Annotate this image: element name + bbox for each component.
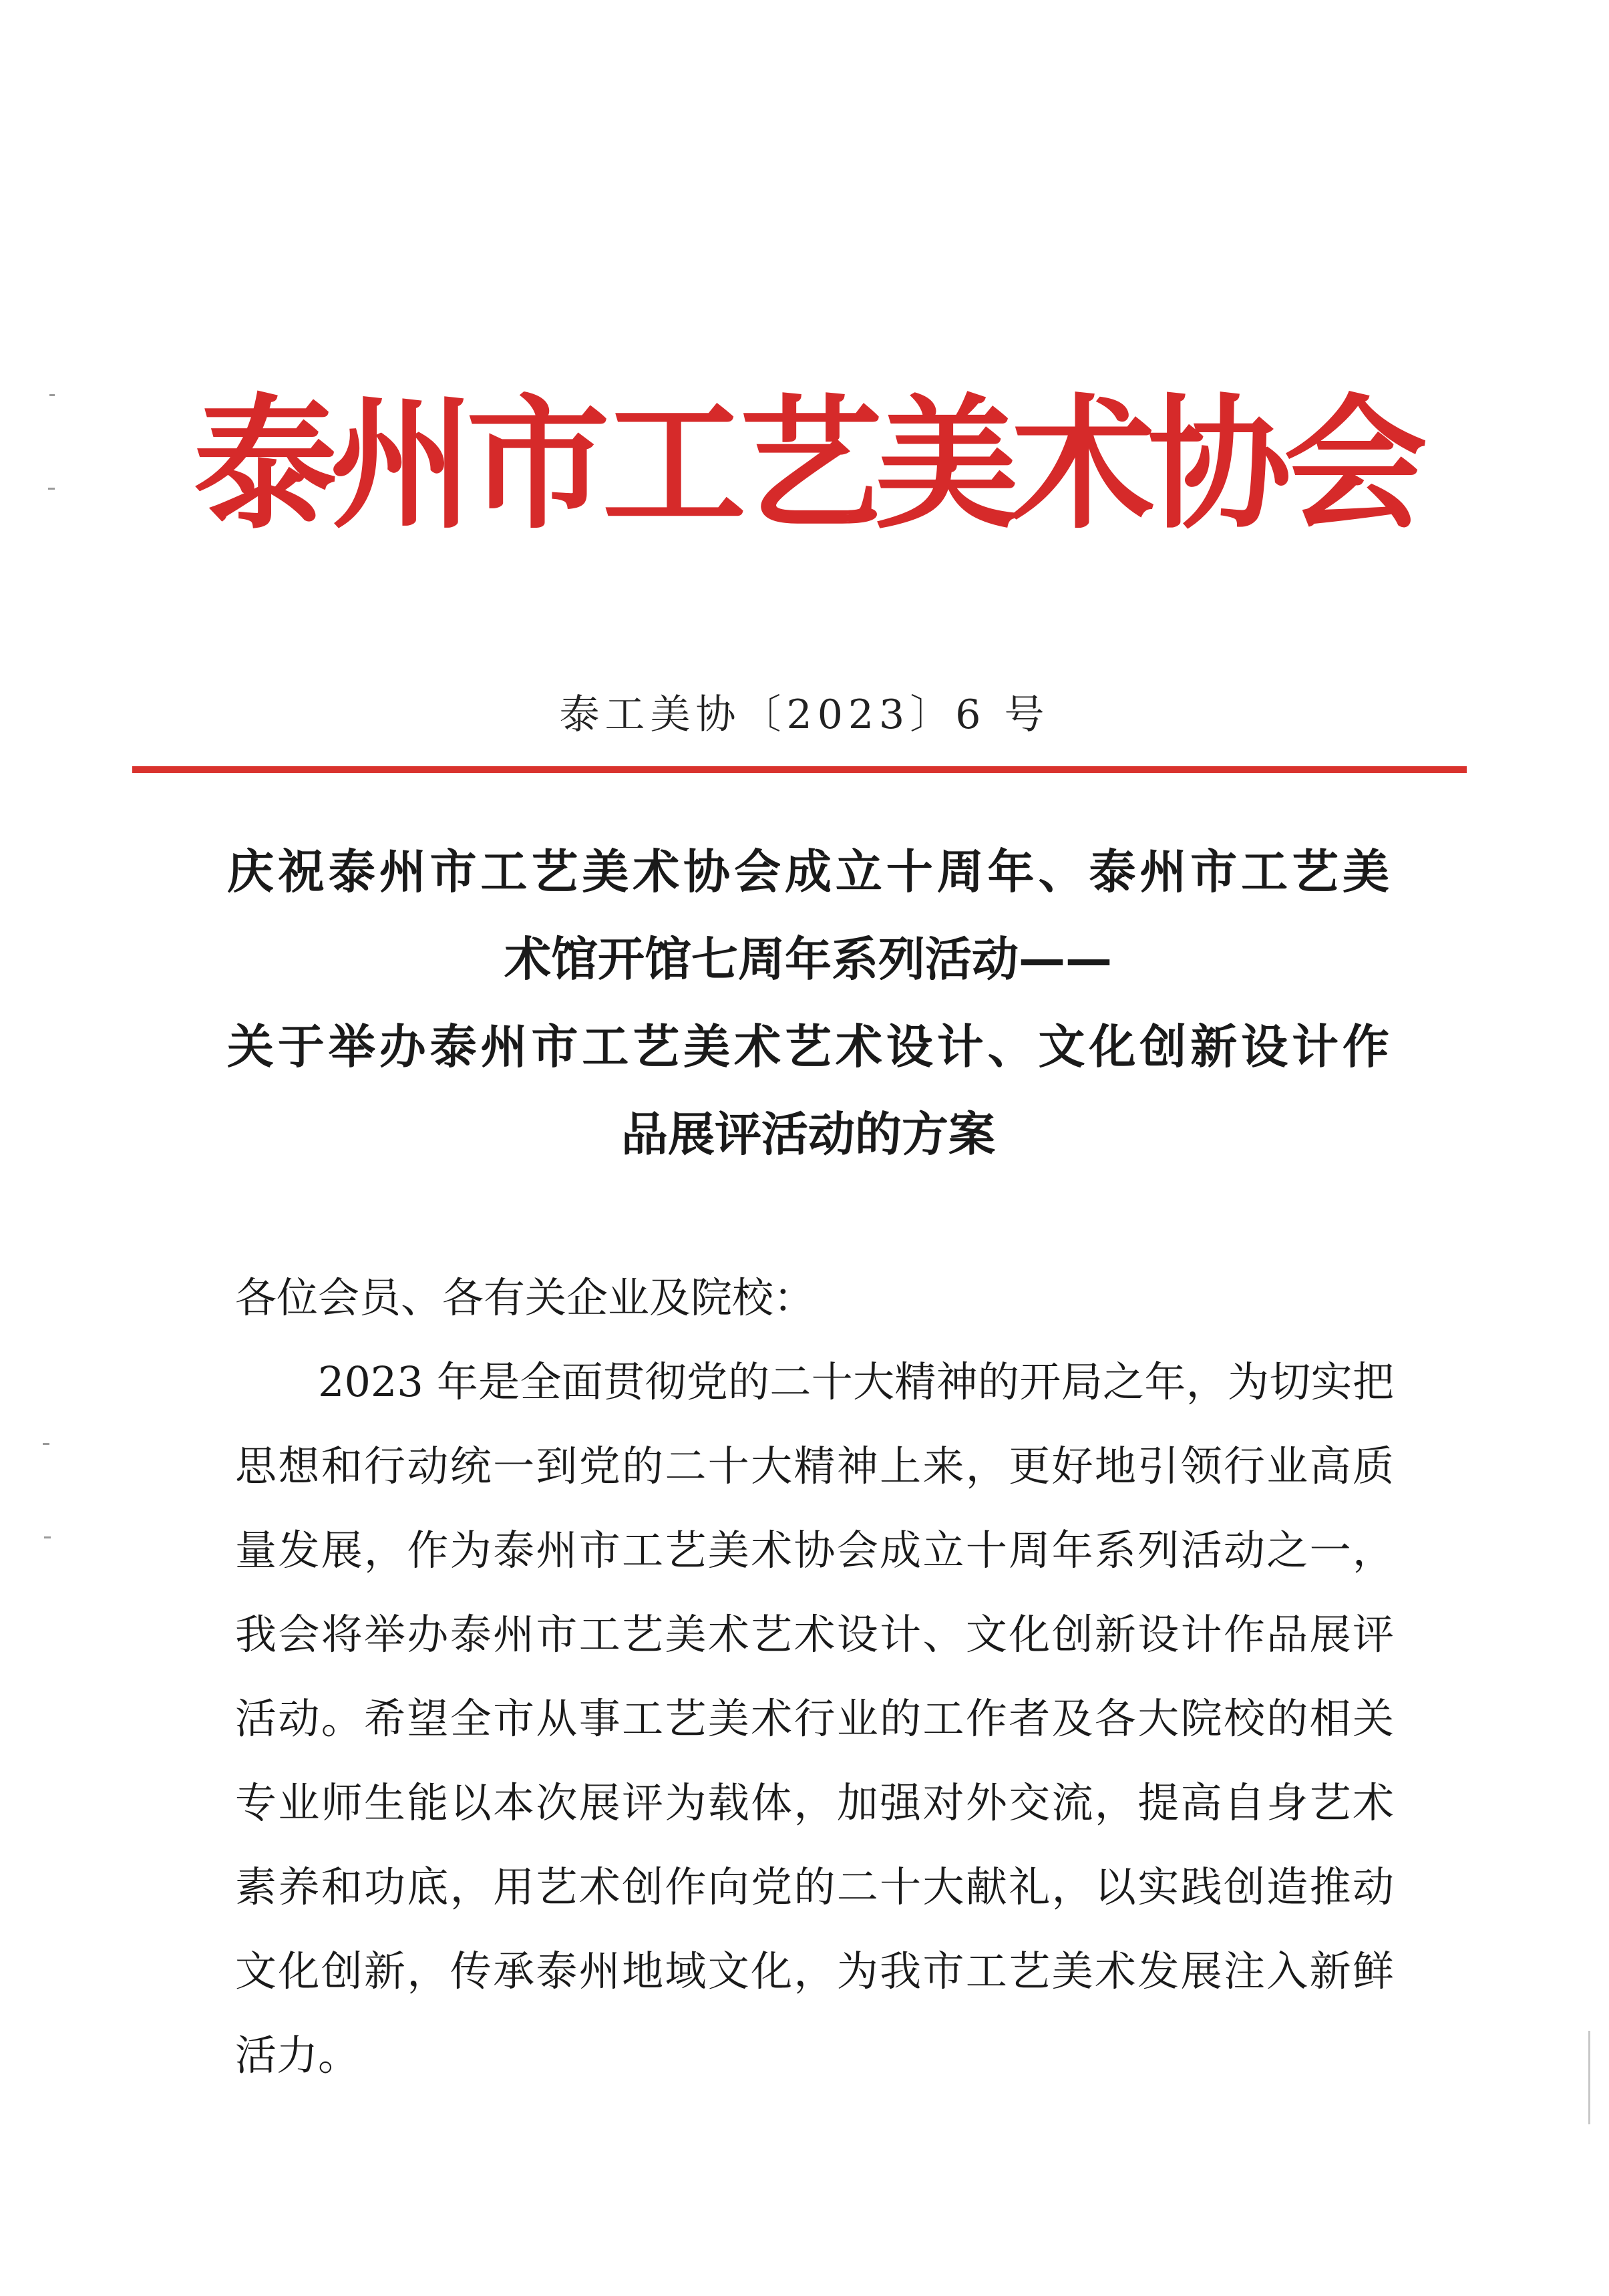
subject-line: 术馆开馆七周年系列活动——: [504, 932, 1112, 987]
subject-line: 关于举办泰州市工艺美术艺术设计、文化创新设计作: [227, 1019, 1389, 1074]
document-body: [235, 1256, 1394, 2098]
scan-mark: [43, 1443, 49, 1445]
letterhead-char: 美: [875, 379, 1019, 548]
subject-line: 品展评活动的方案: [621, 1107, 995, 1162]
letterhead-char: 术: [1011, 379, 1155, 548]
scan-mark: [1588, 2031, 1590, 2124]
scan-mark: [49, 394, 55, 396]
document-subject: [227, 828, 1389, 1178]
letterhead-char: 艺: [739, 379, 882, 548]
letterhead-char: 泰: [194, 379, 337, 548]
body-paragraph: 2023 年是全面贯彻党的二十大精神的开局之年，为切实把思想和行动统一到党的二十大精神上来，更好地引领行业高质量发展，作为泰州市工艺美术协会成立十周年系列活动之一，我会将举办泰州市工艺美术艺术设计、文化创新设计作品展评活动。希望全市从事工艺美术行业的工作者及各大院校的相关专业师生能以本次展评为载体，加强对外交流，提高自身艺术素养和功底，用艺术创作向党的二十大献礼，以实践创造推动文化创新，传承泰州地域文化，为我市工艺美术发展注入新鲜活力。: [235, 1357, 1394, 2080]
subject-line: 庆祝泰州市工艺美术协会成立十周年、泰州市工艺美: [227, 844, 1389, 899]
letterhead-char: 市: [466, 379, 610, 548]
letterhead-char: 工: [602, 379, 746, 548]
scan-mark: [48, 488, 55, 490]
letterhead-title: [194, 364, 1427, 564]
salutation: 各位会员、各有关企业及院校：: [235, 1273, 816, 1322]
letterhead-char: 会: [1284, 379, 1427, 548]
scan-mark: [44, 1536, 51, 1538]
letterhead-char: 协: [1147, 379, 1291, 548]
letterhead-divider: [132, 766, 1467, 773]
document-number: 泰工美协〔2023〕6 号: [559, 691, 1050, 738]
letterhead-char: 州: [330, 379, 474, 548]
